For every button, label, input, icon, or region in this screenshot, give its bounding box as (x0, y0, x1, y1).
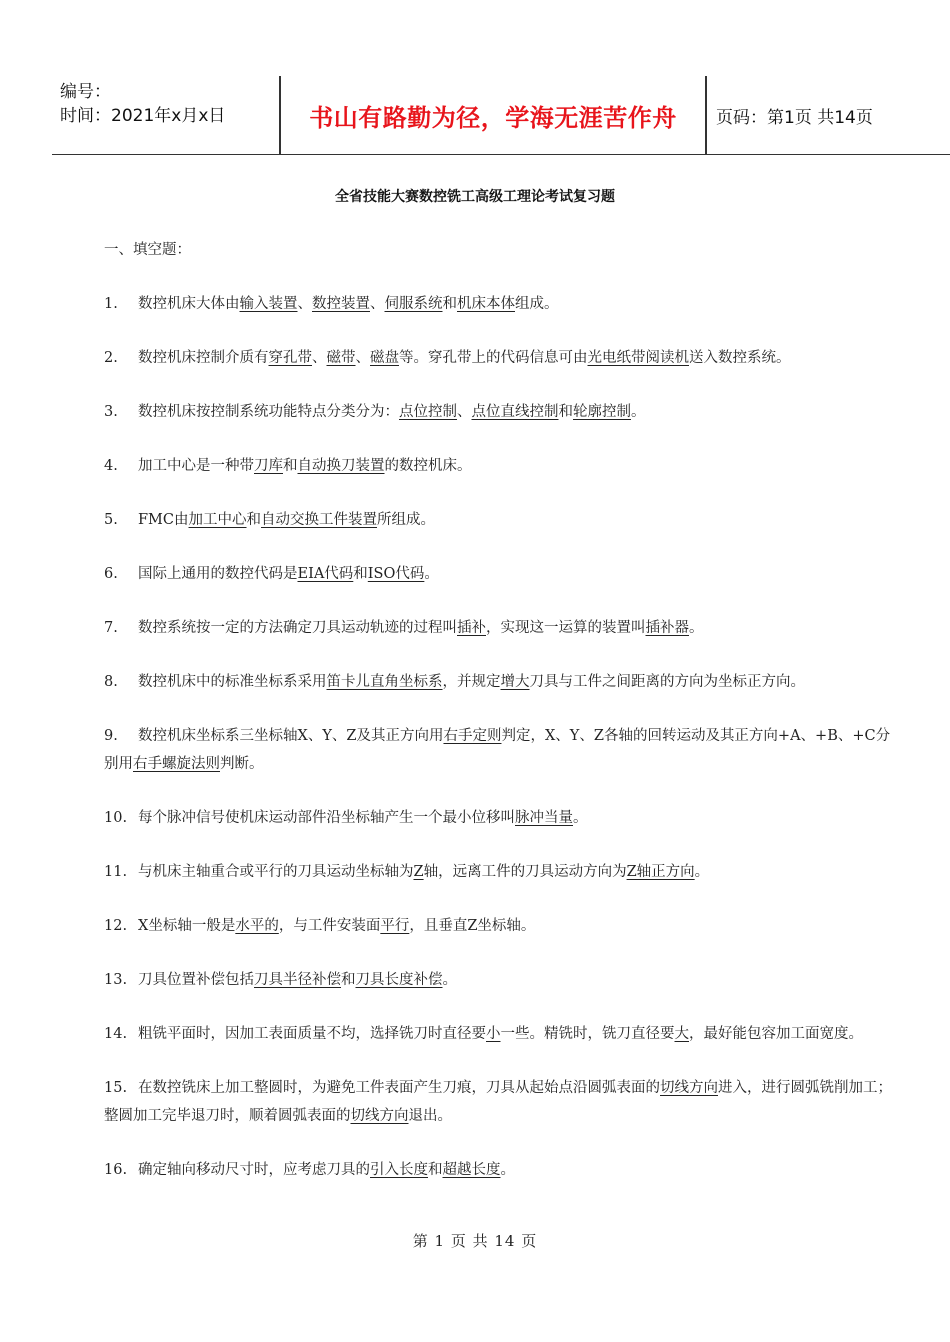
question-text: 。 (694, 864, 710, 880)
section-heading: 一、填空题： (104, 242, 191, 258)
question-text: 、 (370, 296, 385, 312)
question-number: 11. (104, 864, 128, 880)
question-text: ，且垂直Z坐标轴。 (409, 918, 536, 934)
answer-blank: 自动换刀装置 (297, 458, 385, 474)
question-number: 4. (104, 458, 118, 474)
question-text: 和 (283, 458, 298, 474)
question-text: 粗铣平面时，因加工表面质量不均，选择铣刀时直径要 (138, 1026, 486, 1042)
question-text: 判定，X、Y、Z各轴的回转运动及其正方向+A、+B、+C分别用 (104, 728, 891, 772)
question-text: 数控机床中的标准坐标系采用 (138, 674, 327, 690)
question-item (104, 560, 894, 588)
question-number: 1. (104, 296, 118, 312)
question-text: 退出。 (408, 1108, 452, 1124)
question-number: 7. (104, 620, 118, 636)
question-item (104, 1156, 894, 1184)
answer-blank: 插补器 (645, 620, 689, 636)
answer-blank: 机床本体 (457, 296, 515, 312)
answer-blank: 脉冲当量 (515, 810, 573, 826)
answer-blank: 自动交换工件装置 (261, 512, 378, 528)
question-number: 2. (104, 350, 118, 366)
question-item (104, 290, 894, 318)
answer-blank: 水平的 (235, 918, 279, 934)
question-text: 、 (355, 350, 370, 366)
answer-blank: 引入长度 (370, 1162, 428, 1178)
question-text: 。 (573, 810, 588, 826)
question-text: 进入，进行圆弧铣削加工；整圆加工完毕退刀时，顺着圆弧表面的 (104, 1080, 892, 1124)
question-text: 刀具位置补偿包括 (138, 972, 254, 988)
question-text: 。 (442, 972, 457, 988)
answer-blank: 平行 (380, 918, 410, 934)
question-number: 5. (104, 512, 118, 528)
page-footer: 第 1 页 共 14 页 (412, 1232, 538, 1250)
header-left-cell (60, 76, 280, 158)
answer-blank: 磁带 (326, 350, 356, 366)
question-text: ，最好能包容加工面宽度。 (689, 1026, 863, 1042)
document-time-label: 时间：2021年x月x日 (60, 106, 226, 126)
answer-blank: 光电纸带阅读机 (587, 350, 689, 366)
answer-blank: 点位直线控制 (471, 404, 559, 420)
answer-blank: 点位控制 (399, 404, 457, 420)
question-item (104, 966, 894, 994)
question-item (104, 858, 894, 886)
question-text: FMC由 (138, 512, 189, 528)
question-text: 等。穿孔带上的代码信息可由 (399, 350, 588, 366)
question-number: 15. (104, 1080, 128, 1096)
question-text: 组成。 (515, 296, 559, 312)
question-text: 数控系统按一定的方法确定刀具运动轨迹的过程叫 (138, 620, 457, 636)
answer-blank: Z (413, 864, 424, 880)
answer-blank: 小 (486, 1026, 501, 1042)
question-text: 确定轴向移动尺寸时，应考虑刀具的 (138, 1162, 370, 1178)
question-number: 8. (104, 674, 118, 690)
question-item (104, 506, 894, 534)
question-text: 国际上通用的数控代码是 (138, 566, 298, 582)
question-text: 和 (428, 1162, 443, 1178)
answer-blank: 轮廓控制 (573, 404, 631, 420)
question-text: 。 (631, 404, 646, 420)
answer-blank: 插补 (457, 620, 486, 636)
question-text: 一些。精铣时，铣刀直径要 (500, 1026, 675, 1042)
answer-blank: ISO代码 (367, 566, 425, 582)
question-number: 10. (104, 810, 128, 826)
question-text: 轴，远离工件的刀具运动方向为 (423, 864, 627, 880)
question-item (104, 398, 894, 426)
answer-blank: 增大 (500, 674, 530, 690)
question-text: 。 (689, 620, 704, 636)
answer-blank: 伺服系统 (384, 296, 443, 312)
header-motto: 书山有路勤为径，学海无涯苦作舟 (309, 103, 677, 132)
question-text: 和 (246, 512, 262, 528)
question-text: ，并规定 (442, 674, 501, 690)
question-text: 数控机床按控制系统功能特点分类分为： (138, 404, 399, 420)
question-text: 数控机床坐标系三坐标轴X、Y、Z及其正方向用 (138, 728, 444, 744)
question-item (104, 614, 894, 642)
question-text: 。 (500, 1162, 515, 1178)
question-text: 数控机床控制介质有 (138, 350, 269, 366)
document-title: 全省技能大赛数控铣工高级工理论考试复习题 (335, 189, 615, 205)
answer-blank: 刀库 (254, 458, 283, 474)
answer-blank: EIA代码 (297, 566, 354, 582)
answer-blank: 输入装置 (239, 296, 298, 312)
question-text: 刀具与工件之间距离的方向为坐标正方向。 (529, 674, 805, 690)
answer-blank: 数控装置 (312, 296, 370, 312)
question-text: ，实现这一运算的装置叫 (486, 620, 646, 636)
question-number: 16. (104, 1162, 128, 1178)
question-text: 数控机床大体由 (138, 296, 240, 312)
question-number: 6. (104, 566, 118, 582)
answer-blank: 右手螺旋法则 (133, 756, 220, 772)
question-text: 加工中心是一种带 (138, 458, 254, 474)
document-body (104, 236, 894, 1210)
question-text: 和 (558, 404, 573, 420)
question-text: 与机床主轴重合或平行的刀具运动坐标轴为 (138, 864, 414, 880)
question-text: ，与工件安装面 (278, 918, 381, 934)
question-item (104, 452, 894, 480)
question-number: 9. (104, 728, 118, 744)
answer-blank: 穿孔带 (268, 350, 312, 366)
question-text: X坐标轴一般是 (138, 918, 236, 934)
question-item (104, 1020, 894, 1048)
question-item (104, 668, 894, 696)
answer-blank: 磁盘 (370, 350, 399, 366)
question-item (104, 804, 894, 832)
question-item (104, 1074, 894, 1130)
question-text: 所组成。 (377, 512, 436, 528)
answer-blank: 刀具长度补偿 (355, 972, 443, 988)
page-header (52, 76, 950, 155)
question-text: 、 (312, 350, 327, 366)
question-text: 送入数控系统。 (689, 350, 791, 366)
question-text: 、 (457, 404, 472, 420)
question-text: 的数控机床。 (384, 458, 472, 474)
answer-blank: 超越长度 (442, 1162, 501, 1178)
answer-blank: 刀具半径补偿 (254, 972, 341, 988)
answer-blank: 加工中心 (188, 512, 247, 528)
question-text: 。 (424, 566, 439, 582)
question-text: 判断。 (220, 756, 264, 772)
answer-blank: 切线方向 (660, 1080, 718, 1096)
question-text: 、 (297, 296, 312, 312)
question-text: 和 (353, 566, 368, 582)
document-number-label: 编号： (60, 82, 111, 102)
question-item (104, 344, 894, 372)
question-number: 13. (104, 972, 128, 988)
question-number: 3. (104, 404, 118, 420)
answer-blank: Z轴正方向 (626, 864, 695, 880)
question-text: 每个脉冲信号使机床运动部件沿坐标轴产生一个最小位移叫 (138, 810, 515, 826)
question-item (104, 912, 894, 940)
question-item (104, 722, 894, 778)
question-list (104, 290, 894, 1184)
question-number: 12. (104, 918, 128, 934)
answer-blank: 右手定则 (443, 728, 502, 744)
answer-blank: 大 (674, 1026, 689, 1042)
question-number: 14. (104, 1026, 128, 1042)
question-text: 在数控铣床上加工整圆时，为避免工件表面产生刀痕，刀具从起始点沿圆弧表面的 (138, 1080, 660, 1096)
header-page-info: 页码：第1页 共14页 (716, 107, 873, 128)
question-text: 和 (341, 972, 356, 988)
answer-blank: 笛卡儿直角坐标系 (326, 674, 443, 690)
header-divider (705, 76, 707, 154)
question-text: 和 (442, 296, 457, 312)
answer-blank: 切线方向 (350, 1108, 409, 1124)
